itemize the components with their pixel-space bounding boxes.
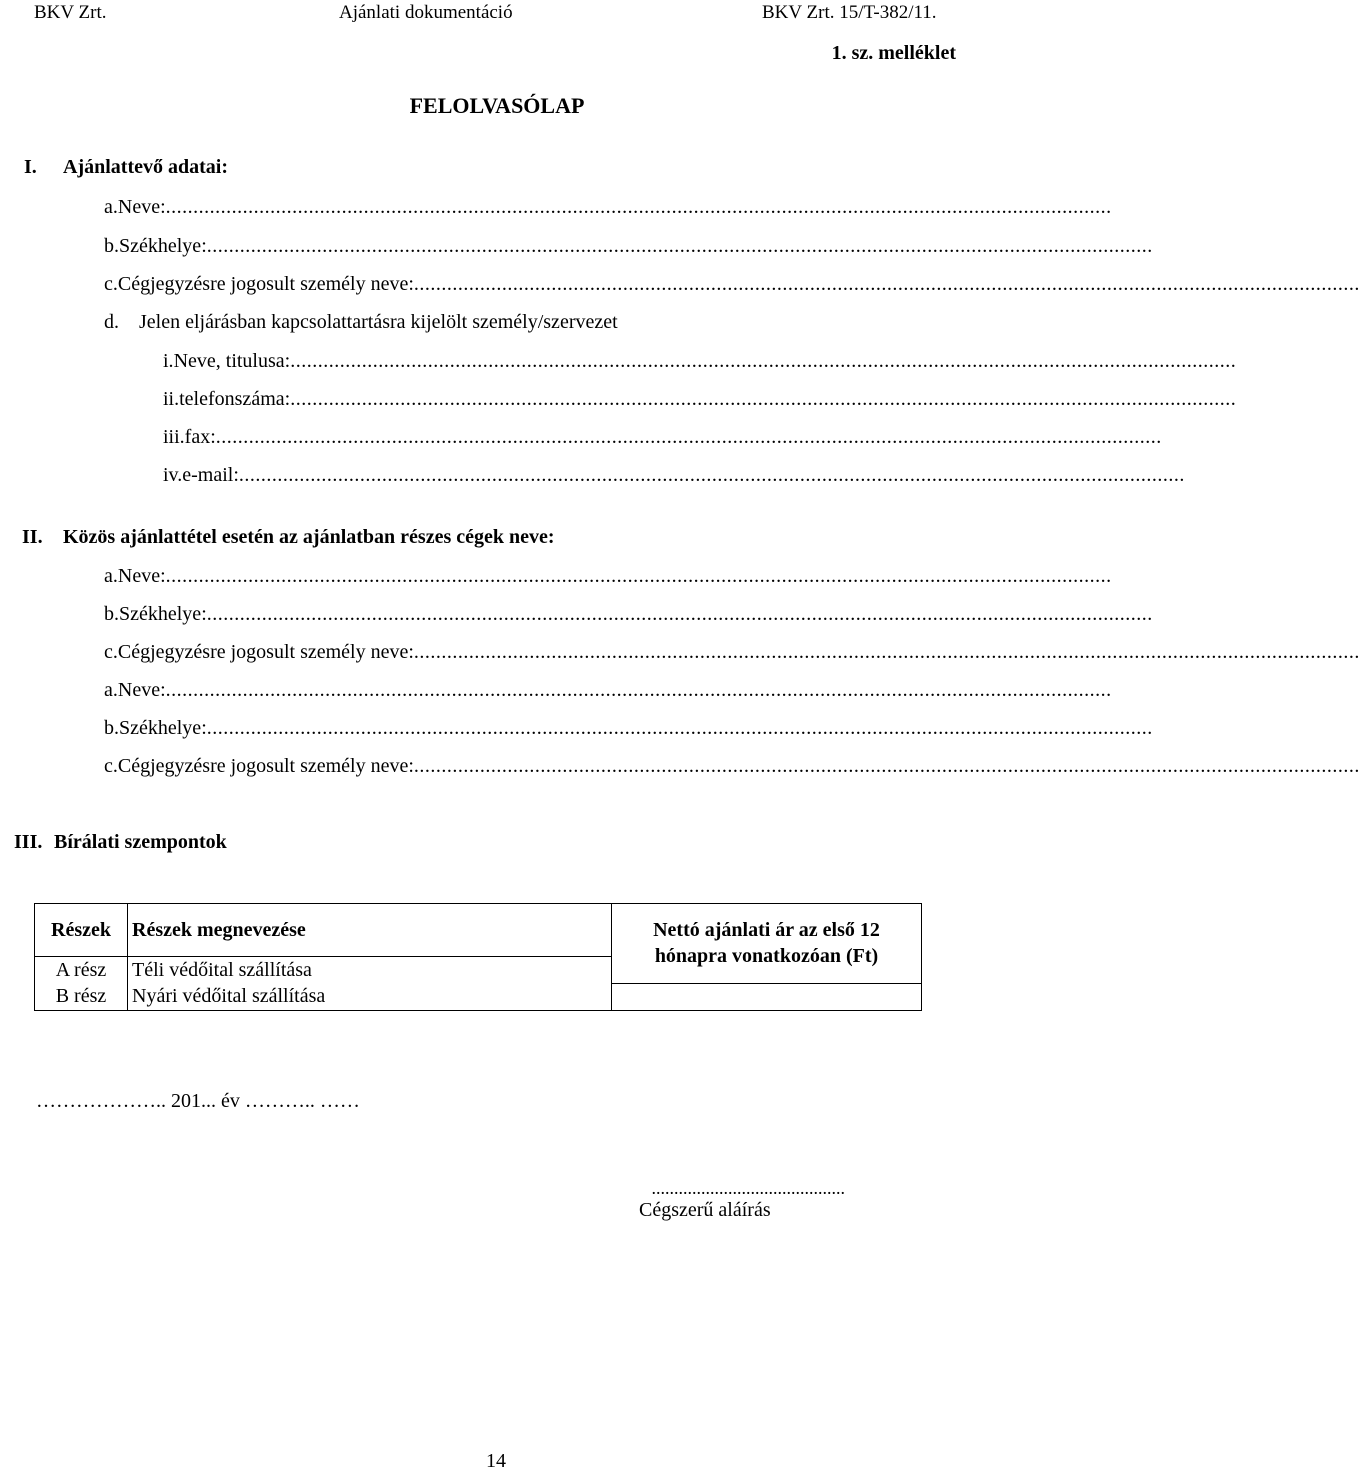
fill-dots: ............................................................................................................................................................................ — [165, 196, 1112, 218]
section-2-item-b — [104, 603, 1153, 626]
section-1-subitem-i — [163, 350, 1237, 373]
fill-dots: ............................................................................................................................................................................ — [206, 717, 1153, 739]
fill-dots: ............................................................................................................................................................................ — [165, 565, 1112, 587]
fill-dots: ............................................................................................................................................................................ — [165, 679, 1112, 701]
item-label: Neve: — [117, 196, 166, 218]
evaluation-table — [34, 903, 922, 1011]
item-mark: iii. — [163, 426, 185, 448]
item-label: Jelen eljárásban kapcsolattartásra kijelölt személy/szervezet — [139, 311, 618, 333]
table-header-cell: Nettó ajánlati ár az első 12 hónapra vonatkozóan (Ft) — [612, 904, 922, 984]
section-2-number: II. — [22, 526, 43, 548]
table-cell: Nyári védőital szállítása — [128, 983, 612, 1010]
header-left: BKV Zrt. — [34, 2, 107, 23]
fill-dots: ............................................................................................................................................................................ — [413, 755, 1360, 777]
item-mark: c. — [104, 641, 118, 663]
section-1-item-c — [104, 273, 1360, 296]
item-mark: i. — [163, 350, 174, 372]
item-mark: a. — [104, 565, 118, 587]
section-1-number: I. — [24, 156, 37, 178]
fill-dots: ............................................................................................................................................................................ — [238, 464, 1185, 486]
date-line: ……………….. 201... év ……….. …… — [36, 1090, 360, 1112]
item-label: Székhelye: — [119, 603, 207, 625]
table-cell: Téli védőital szállítása — [128, 957, 612, 984]
section-3-number: III. — [14, 831, 43, 853]
item-label: Cégjegyzésre jogosult személy neve: — [117, 641, 414, 663]
table-header-cell: Részek megnevezése — [128, 904, 612, 957]
item-label: e-mail: — [182, 464, 239, 486]
item-label: Neve, titulusa: — [173, 350, 291, 372]
item-label: Székhelye: — [119, 717, 207, 739]
fill-dots: ............................................................................................................................................................................ — [413, 641, 1360, 663]
item-label: telefonszáma: — [179, 388, 291, 410]
section-3-heading: Bírálati szempontok — [54, 831, 227, 853]
section-1-subitem-ii — [163, 388, 1237, 411]
fill-dots: ............................................................................................................................................................................ — [206, 603, 1153, 625]
item-mark: c. — [104, 273, 118, 295]
header-right: BKV Zrt. 15/T-382/11. — [762, 2, 937, 23]
fill-dots: ............................................................................................................................................................................ — [206, 235, 1153, 257]
section-1-item-b — [104, 235, 1153, 258]
item-label: Neve: — [117, 565, 166, 587]
section-2-item-a — [104, 565, 1112, 588]
page-title: FELOLVASÓLAP — [409, 93, 585, 118]
item-label: fax: — [184, 426, 216, 448]
item-label: Székhelye: — [119, 235, 207, 257]
page-number: 14 — [486, 1450, 506, 1472]
section-1-subitem-iv — [163, 464, 1185, 487]
item-mark: b. — [104, 603, 119, 625]
section-1-heading: Ajánlattevő adatai: — [63, 156, 228, 178]
fill-dots: ............................................................................................................................................................................ — [215, 426, 1162, 448]
section-1-subitem-iii — [163, 426, 1162, 449]
table-header-cell: Részek — [35, 904, 128, 957]
header-center: Ajánlati dokumentáció — [339, 2, 513, 23]
section-2-item-b2 — [104, 717, 1153, 740]
item-mark: c. — [104, 755, 118, 777]
item-label: Cégjegyzésre jogosult személy neve: — [117, 755, 414, 777]
section-2-heading: Közös ajánlattétel esetén az ajánlatban részes cégek neve: — [63, 526, 555, 548]
table-cell: A rész — [35, 957, 128, 984]
item-mark: d. — [104, 311, 119, 333]
section-1-item-d — [104, 311, 845, 334]
item-mark: b. — [104, 235, 119, 257]
item-label: Cégjegyzésre jogosult személy neve: — [117, 273, 414, 295]
section-2-item-a2 — [104, 679, 1112, 702]
item-mark: ii. — [163, 388, 180, 410]
item-mark: a. — [104, 679, 118, 701]
item-mark: iv. — [163, 464, 183, 486]
item-label: Neve: — [117, 679, 166, 701]
table-header-row — [35, 904, 922, 957]
item-mark: a. — [104, 196, 118, 218]
section-2-item-c — [104, 641, 1360, 664]
table-cell: B rész — [35, 983, 128, 1010]
fill-dots: ............................................................................................................................................................................ — [290, 350, 1237, 372]
fill-dots: ............................................................................................................................................................................ — [290, 388, 1237, 410]
signature-dots: ........................................... — [651, 1178, 845, 1198]
fill-dots: ............................................................................................................................................................................ — [413, 273, 1360, 295]
section-1-item-a — [104, 196, 1112, 219]
signature-label: Cégszerű aláírás — [639, 1199, 771, 1221]
table-row — [35, 983, 922, 1010]
section-2-item-c2 — [104, 755, 1360, 778]
item-mark: b. — [104, 717, 119, 739]
annex-label: 1. sz. melléklet — [831, 42, 956, 64]
price-input-cell[interactable] — [612, 983, 922, 1010]
